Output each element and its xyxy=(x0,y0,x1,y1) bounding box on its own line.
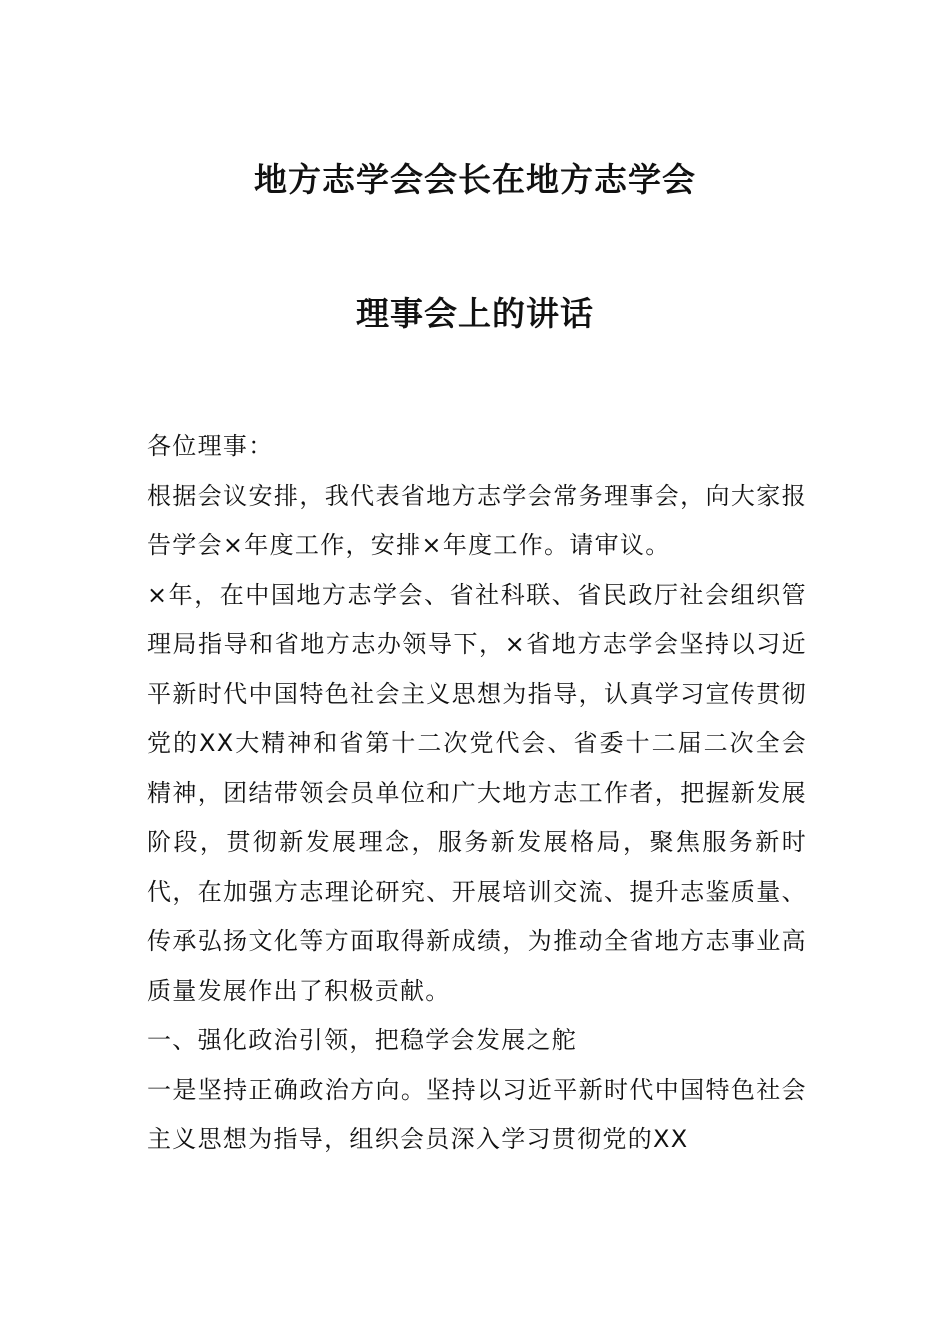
body-paragraph: 根据会议安排，我代表省地方志学会常务理事会，向大家报告学会×年度工作，安排×年度工作。请审议。 xyxy=(147,481,807,559)
document-body xyxy=(147,422,807,1165)
document-title-line-1: 地方志学会会长在地方志学会 xyxy=(254,160,696,199)
section-heading: 一、强化政治引领，把稳学会发展之舵 xyxy=(147,1026,578,1054)
body-paragraph: ×年，在中国地方志学会、省社科联、省民政厅社会组织管理局指导和省地方志办领导下，×省地方志学会坚持以习近平新时代中国特色社会主义思想为指导，认真学习宣传贯彻党的XX大精神和省第十二次党代会、省委十二届二次全会精神，团结带领会员单位和广大地方志工作者，把握新发展阶段，贯彻新发展理念，服务新发展格局，聚焦服务新时代，在加强方志理论研究、开展培训交流、提升志鉴质量、传承弘扬文化等方面取得新成绩，为推动全省地方志事业高质量发展作出了积极贡献。 xyxy=(147,580,807,1005)
salutation: 各位理事： xyxy=(147,432,274,460)
body-paragraph: 一是坚持正确政治方向。坚持以习近平新时代中国特色社会主义思想为指导，组织会员深入学习贯彻党的XX xyxy=(147,1075,807,1153)
document-title-line-2: 理事会上的讲话 xyxy=(356,294,594,333)
